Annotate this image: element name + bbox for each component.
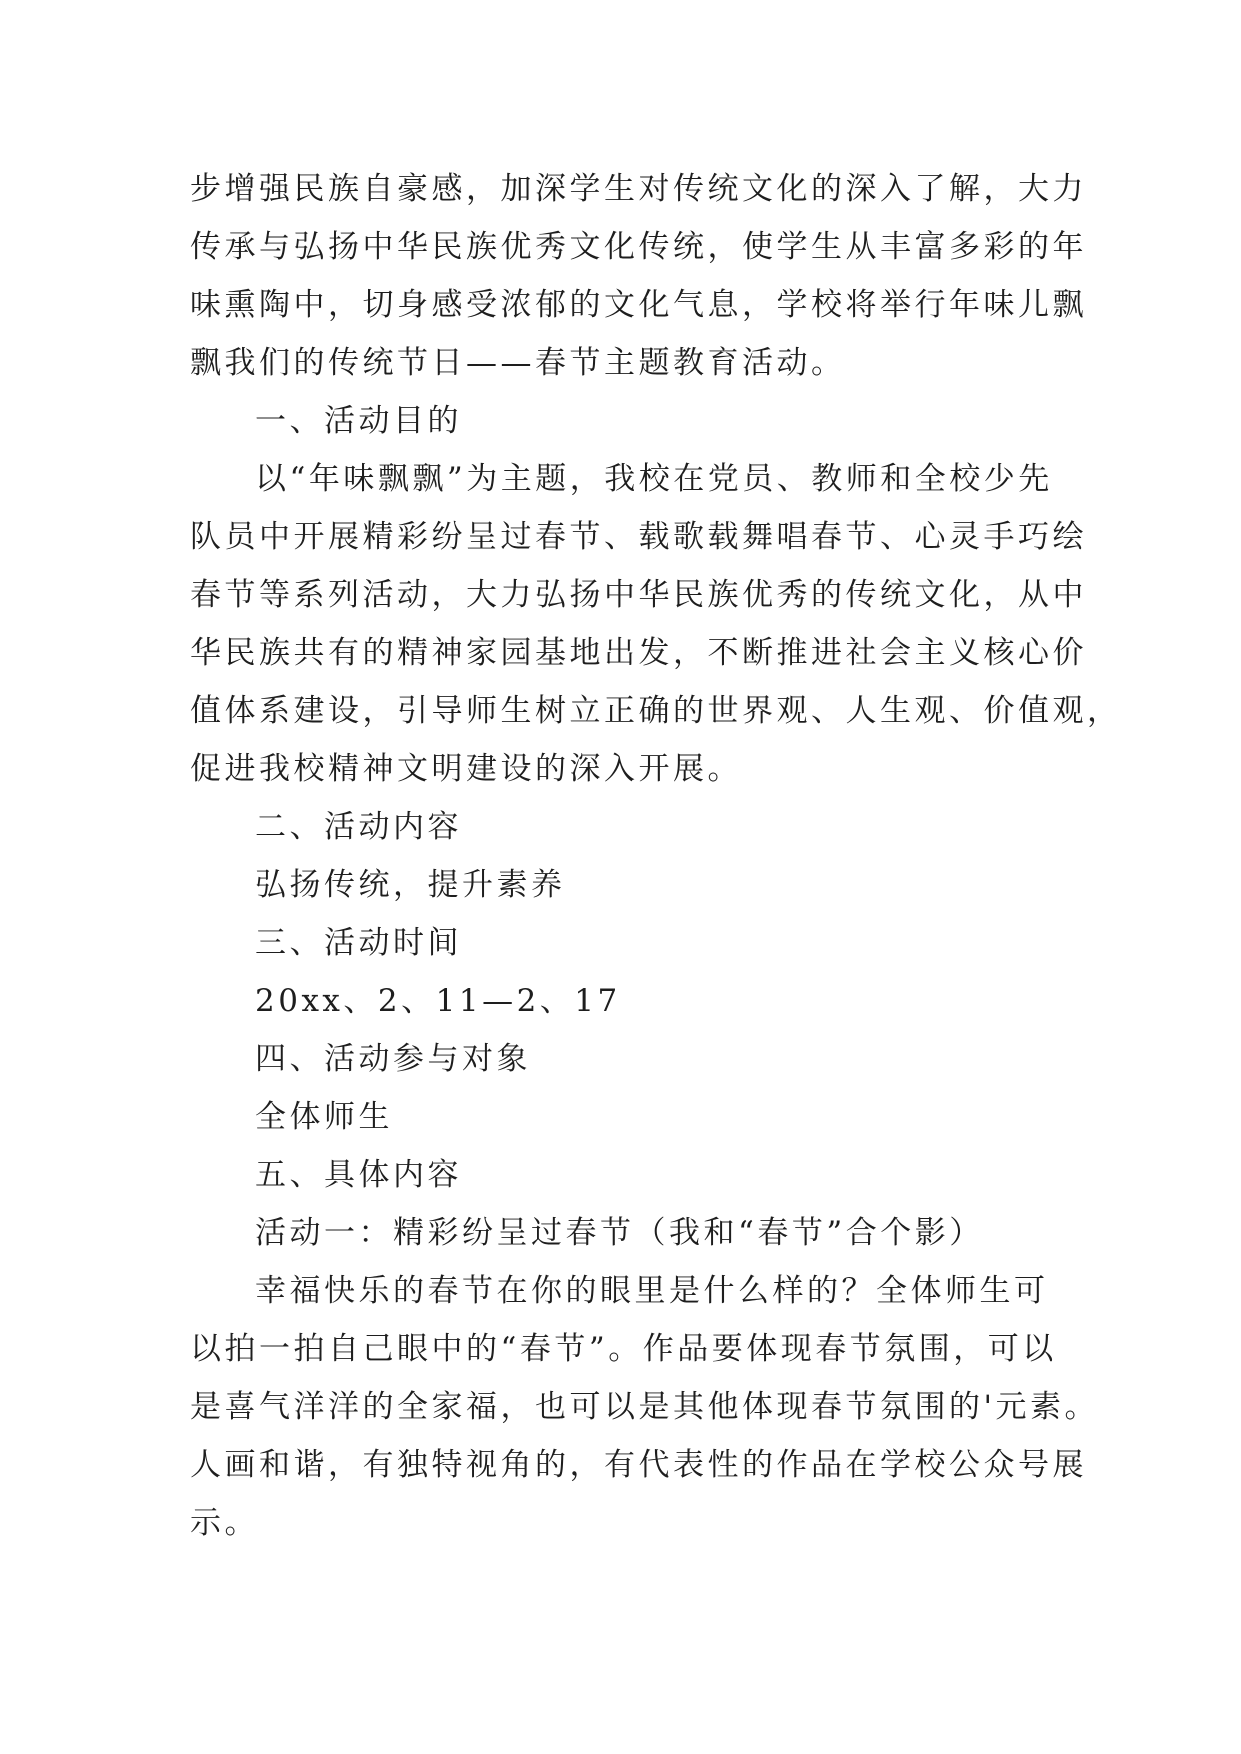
paragraph-line: 步增强民族自豪感，加深学生对传统文化的深入了解，大力 <box>190 171 1087 207</box>
section-heading-time: 三、活动时间 <box>255 925 462 961</box>
paragraph-line: 以拍一拍自己眼中的“春节”。作品要体现春节氛围，可以 <box>190 1331 1057 1367</box>
section-heading-participants: 四、活动参与对象 <box>255 1041 531 1077</box>
document-body <box>190 160 1122 1552</box>
paragraph-line: 以“年味飘飘”为主题，我校在党员、教师和全校少先 <box>255 461 1053 497</box>
paragraph-line: 春节等系列活动，大力弘扬中华民族优秀的传统文化，从中 <box>190 577 1087 613</box>
paragraph-line: 华民族共有的精神家园基地出发，不断推进社会主义核心价 <box>190 635 1087 671</box>
paragraph-line: 幸福快乐的春节在你的眼里是什么样的？全体师生可 <box>255 1273 1049 1309</box>
paragraph-line: 味熏陶中，切身感受浓郁的文化气息，学校将举行年味儿飘 <box>190 287 1087 323</box>
section-heading-purpose: 一、活动目的 <box>255 403 462 439</box>
paragraph-line: 示。 <box>190 1505 259 1541</box>
paragraph-line: 是喜气洋洋的全家福，也可以是其他体现春节氛围的'元素。 <box>190 1389 1100 1425</box>
paragraph-line: 值体系建设，引导师生树立正确的世界观、人生观、价值观， <box>190 693 1122 729</box>
paragraph-line: 传承与弘扬中华民族优秀文化传统，使学生从丰富多彩的年 <box>190 229 1087 265</box>
paragraph-line: 弘扬传统，提升素养 <box>255 867 566 903</box>
paragraph-line: 飘我们的传统节日——春节主题教育活动。 <box>190 345 846 381</box>
paragraph-line: 促进我校精神文明建设的深入开展。 <box>190 751 742 787</box>
paragraph-line: 全体师生 <box>255 1099 393 1135</box>
date-range-text: 20xx、2、11—2、17 <box>255 983 621 1019</box>
paragraph-line: 人画和谐，有独特视角的，有代表性的作品在学校公众号展 <box>190 1447 1087 1483</box>
section-heading-content: 二、活动内容 <box>255 809 462 845</box>
activity-title: 活动一：精彩纷呈过春节（我和“春节”合个影） <box>255 1215 984 1251</box>
paragraph-line: 队员中开展精彩纷呈过春节、载歌载舞唱春节、心灵手巧绘 <box>190 519 1087 555</box>
section-heading-details: 五、具体内容 <box>255 1157 462 1193</box>
